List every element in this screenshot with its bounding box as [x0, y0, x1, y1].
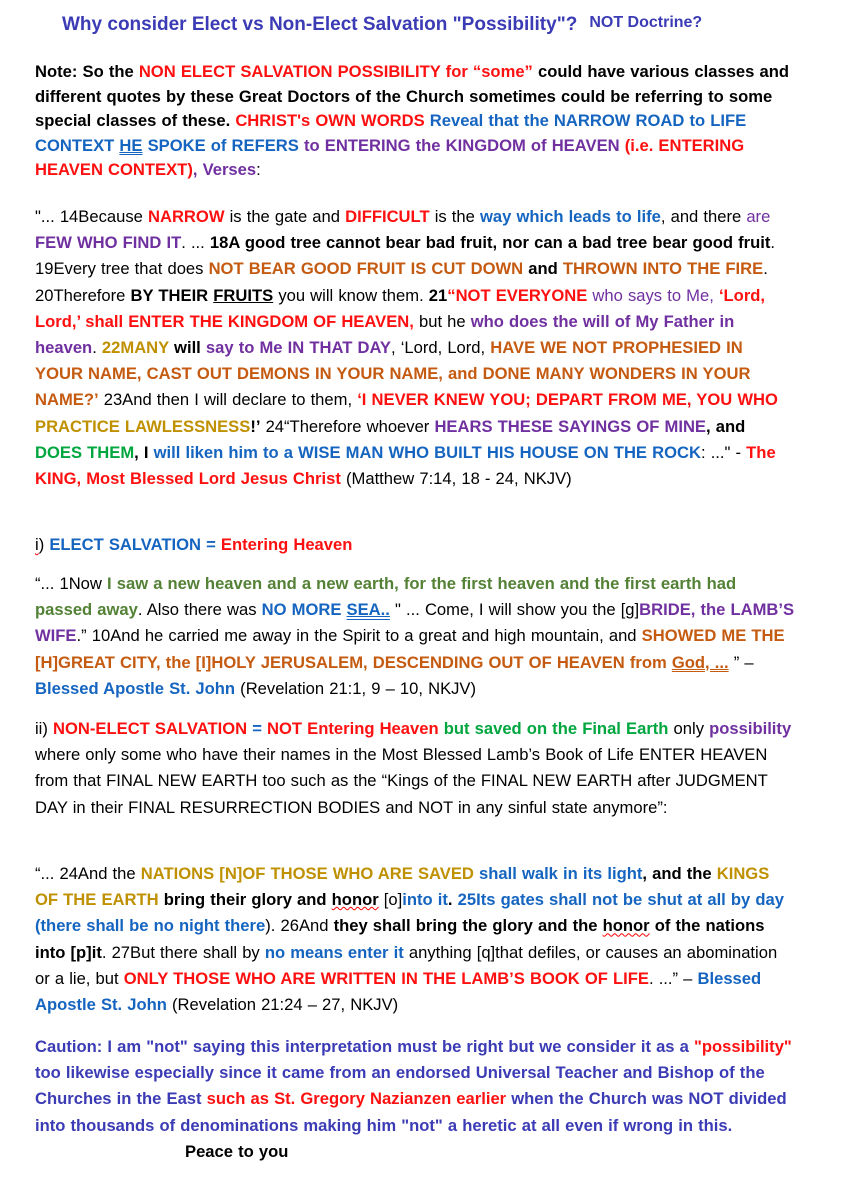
- elect-heading: i) ELECT SALVATION = Entering Heaven: [35, 535, 353, 554]
- non-elect-paragraph: ii) NON-ELECT SALVATION = NOT Entering Heaven but saved on the Final Earth only possibility where only some who have their names in the Most Blessed Lamb’s Book of Life ENTER HEAVEN from that FINAL NEW EARTH too such as the “Kings of the FINAL NEW EARTH after JUDGMENT DAY in their FINAL RESURRECTION BODIES and NOT in any sinful state anymore”:: [35, 719, 792, 817]
- title-main: Why consider Elect vs Non-Elect Salvation "Possibility"?: [62, 14, 578, 35]
- revelation-21-24-quote: “... 24And the NATIONS [N]OF THOSE WHO ARE SAVED shall walk in its light, and the KINGS OF THE EARTH bring their glory and honor [o]into it. 25Its gates shall not be shut at all by day (there shall be no night there). 26And they shall bring the glory and the honor of the nations into [p]it. 27But there shall by no means enter it anything [q]that defiles, or causes an abomination or a lie, but ONLY THOSE WHO ARE WRITTEN IN THE LAMB’S BOOK OF LIFE. ...” – Blessed Apostle St. John (Revelation 21:24 – 27, NKJV): [35, 864, 784, 1015]
- title-sub: NOT Doctrine?: [589, 14, 703, 31]
- page-title: [62, 14, 702, 36]
- matthew-quote: "... 14Because NARROW is the gate and DIFFICULT is the way which leads to life, and there are FEW WHO FIND IT. ... 18A good tree cannot bear bad fruit, nor can a bad tree bear good fruit. 19Every tree that does NOT BEAR GOOD FRUIT IS CUT DOWN and THROWN INTO THE FIRE. 20Therefore BY THEIR FRUITS you will know them. 21“NOT EVERYONE who says to Me, ‘Lord, Lord,’ shall ENTER THE KINGDOM OF HEAVEN, but he who does the will of My Father in heaven. 22MANY will say to Me IN THAT DAY, ‘Lord, Lord, HAVE WE NOT PROPHESIED IN YOUR NAME, CAST OUT DEMONS IN YOUR NAME, and DONE MANY WONDERS IN YOUR NAME?’ 23And then I will declare to them, ‘I NEVER KNEW YOU; DEPART FROM ME, YOU WHO PRACTICE LAWLESSNESS!’ 24“Therefore whoever HEARS THESE SAYINGS OF MINE, and DOES THEM, I will liken him to a WISE MAN WHO BUILT HIS HOUSE ON THE ROCK: ..." - The KING, Most Blessed Lord Jesus Christ (Matthew 7:14, 18 - 24, NKJV): [35, 207, 778, 489]
- closing-greeting: Peace to you: [185, 1141, 289, 1161]
- caution-paragraph: Caution: I am "not" saying this interpretation must be right but we consider it as a "possibility" too likewise especially since it came from an endorsed Universal Teacher and Bishop of the Churches in the East such as St. Gregory Nazianzen earlier when the Church was NOT divided into thousands of denominations making him "not" a heretic at all even if wrong in this.Peace to you: [35, 1037, 792, 1161]
- revelation-21-1-quote: “... 1Now I saw a new heaven and a new earth, for the first heaven and the first earth had passed away. Also there was NO MORE SEA.. " ... Come, I will show you the [g]BRIDE, the LAMB’S WIFE.” 10And he carried me away in the Spirit to a great and high mountain, and SHOWED ME THE [H]GREAT CITY, the [I]HOLY JERUSALEM, DESCENDING OUT OF HEAVEN from God, ... ” – Blessed Apostle St. John (Revelation 21:1, 9 – 10, NKJV): [35, 574, 795, 698]
- note-paragraph: Note: So the NON ELECT SALVATION POSSIBILITY for “some” could have various classes and different quotes by these Great Doctors of the Church sometimes could be referring to some special classes of these. CHRIST's OWN WORDS Reveal that the NARROW ROAD to LIFE CONTEXT HE SPOKE of REFERS to ENTERING the KINGDOM of HEAVEN (i.e. ENTERING HEAVEN CONTEXT), Verses:: [35, 62, 789, 180]
